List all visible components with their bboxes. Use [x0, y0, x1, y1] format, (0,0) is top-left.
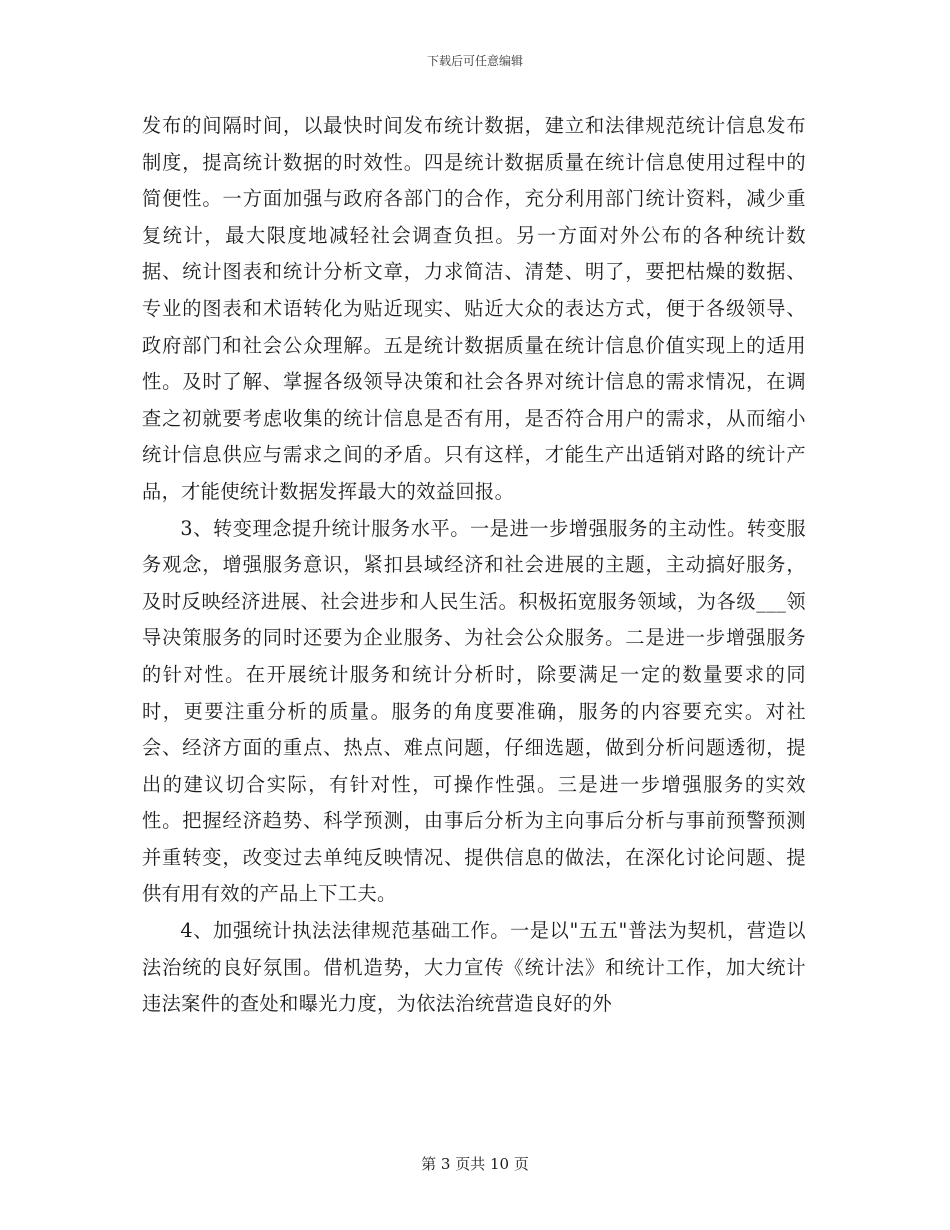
paragraph-service-level: 3、转变理念提升统计服务水平。一是进一步增强服务的主动性。转变服务观念，增强服务意识，紧扣县域经济和社会进展的主题，主动搞好服务，及时反映经济进展、社会进步和人民生活。积极拓宽服务领域，为各级___领导决策服务的同时还要为企业服务、为社会公众服务。二是进一步增强服务的针对性。在开展统计服务和统计分析时，除要满足一定的数量要求的同时，更要注重分析的质量。服务的角度要准确，服务的内容要充实。对社会、经济方面的重点、热点、难点问题，仔细选题，做到分析问题透彻，提出的建议切合实际，有针对性，可操作性强。三是进一步增强服务的实效性。把握经济趋势、科学预测，由事后分析为主向事后分析与事前预警预测并重转变，改变过去单纯反映情况、提供信息的做法，在深化讨论问题、提供有用有效的产品上下工夫。 [142, 516, 806, 906]
paragraph-statistics-quality: 发布的间隔时间，以最快时间发布统计数据，建立和法律规范统计信息发布制度，提高统计数据的时效性。四是统计数据质量在统计信息使用过程中的简便性。一方面加强与政府各部门的合作，充分利用部门统计资料，减少重复统计，最大限度地减轻社会调查负担。另一方面对外公布的各种统计数据、统计图表和统计分析文章，力求简洁、清楚、明了，要把枯燥的数据、专业的图表和术语转化为贴近现实、贴近大众的表达方式，便于各级领导、政府部门和社会公众理解。五是统计数据质量在统计信息价值实现上的适用性。及时了解、掌握各级领导决策和社会各界对统计信息的需求情况，在调查之初就要考虑收集的统计信息是否有用，是否符合用户的需求，从而缩小统计信息供应与需求之间的矛盾。只有这样，才能生产出适销对路的统计产品，才能使统计数据发挥最大的效益回报。 [142, 114, 806, 503]
page-header-note: 下载后可任意编辑 [426, 54, 523, 68]
document-body [142, 108, 806, 1023]
page-number: 第 3 页共 10 页 [421, 1155, 529, 1173]
paragraph-law-enforcement: 4、加强统计执法法律规范基础工作。一是以"五五"普法为契机，营造以法治统的良好氛围。借机造势，大力宣传《统计法》和统计工作，加大统计违法案件的查处和曝光力度，为依法治统营造良好的外 [142, 919, 806, 1016]
